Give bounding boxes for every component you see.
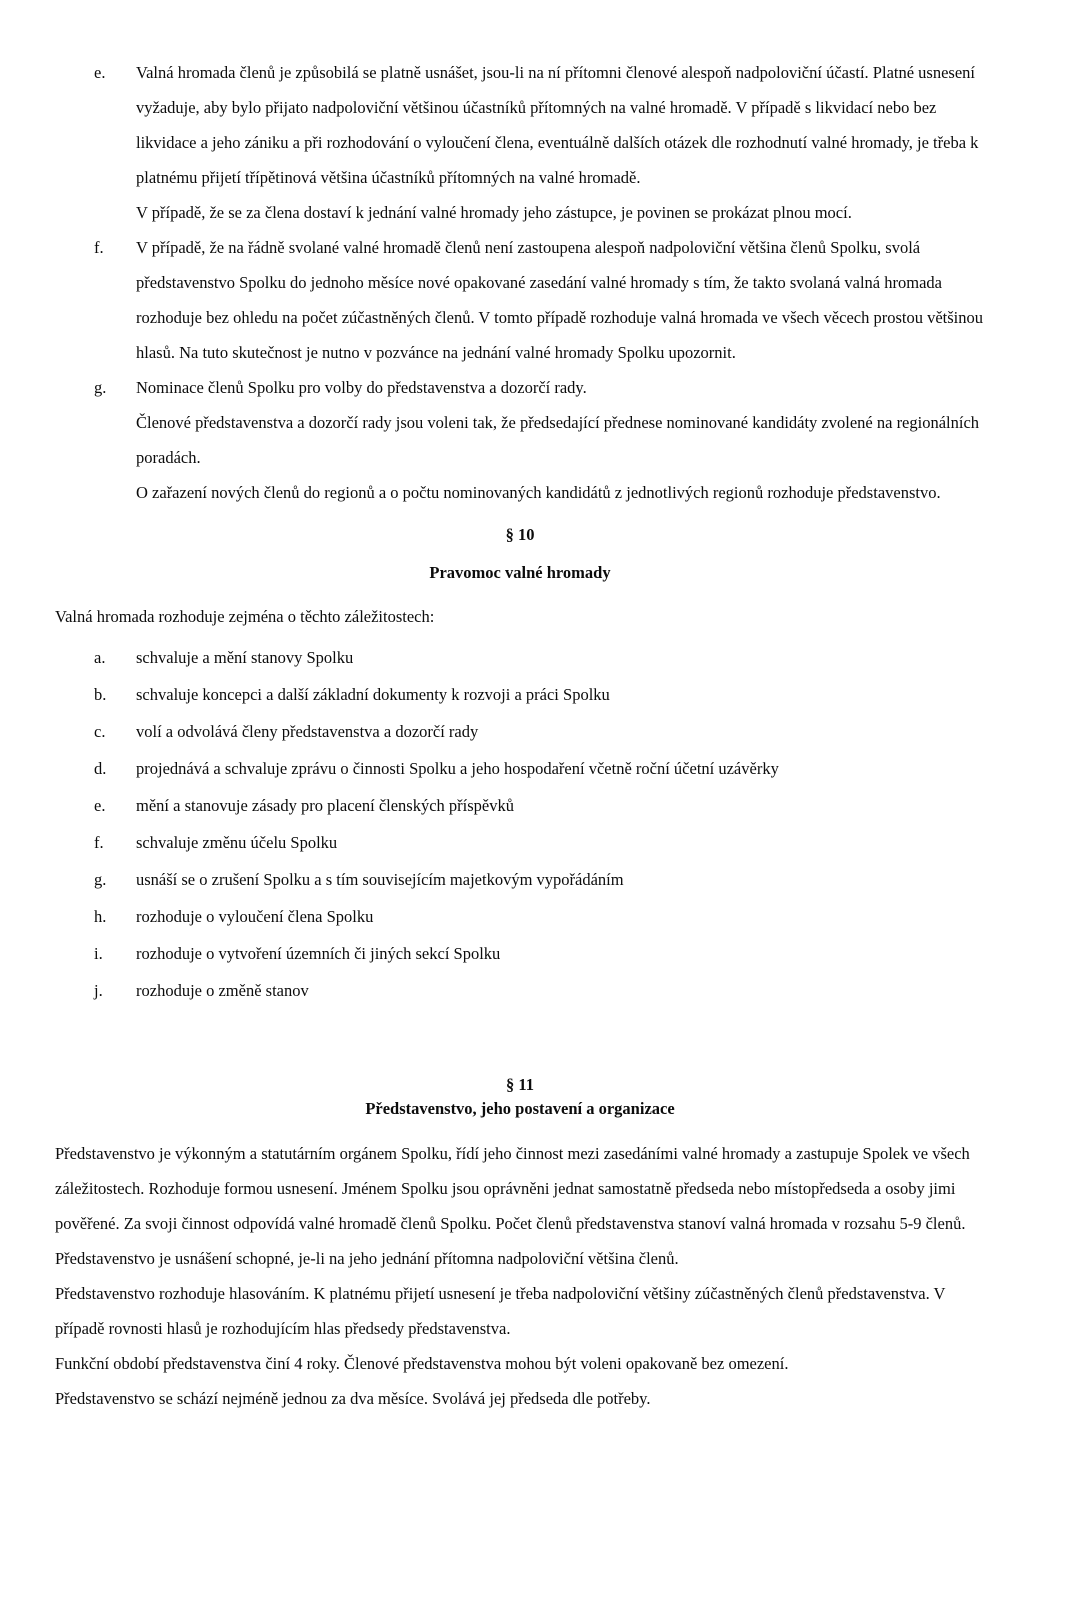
clause-f-paragraph-1: V případě, že na řádně svolané valné hromadě členů není zastoupena alespoň nadpoloviční většina členů Spolku, svolá představenstvo Spolku do jednoho měsíce nové opakované zasedání valné hromady s tím, že takto svolaná valná hromada rozhoduje bez ohledu na počet zúčastněných členů. V tomto případě rozhoduje valná hromada ve všech věcech prostou většinou hlasů. Na tuto skutečnost je nutno v pozvánce na jednání valné hromady Spolku upozornit. — [136, 238, 984, 362]
section-11-paragraph-4: Představenstvo se schází nejméně jednou za dva měsíce. Svolává jej předseda dle potřeby. — [55, 1389, 651, 1408]
list-item-c — [55, 713, 985, 750]
list-item-b — [55, 676, 985, 713]
section-11-number: § 11 — [506, 1075, 534, 1094]
list-item-f-marker: f. — [94, 833, 104, 852]
section-11-title: Představenstvo, jeho postavení a organizace — [365, 1099, 675, 1118]
list-item-h-text: rozhoduje o vyloučení člena Spolku — [136, 907, 374, 926]
list-item-f-text: schvaluje změnu účelu Spolku — [136, 833, 338, 852]
section-10-number: § 10 — [505, 525, 535, 544]
list-item-g-marker: g. — [94, 870, 107, 889]
list-item-b-marker: b. — [94, 685, 107, 704]
clause-g-body — [136, 370, 985, 510]
list-item-h — [55, 898, 985, 935]
clause-g-paragraph-1: Nominace členů Spolku pro volby do představenstva a dozorčí rady. — [136, 378, 587, 397]
clause-f-marker: f. — [94, 238, 104, 257]
section-11-body — [55, 1136, 985, 1416]
list-item-a — [55, 639, 985, 676]
list-item-d — [55, 750, 985, 787]
list-item-f — [55, 824, 985, 861]
clause-f — [55, 230, 985, 370]
section-11-heading — [55, 1073, 985, 1121]
list-item-c-marker: c. — [94, 722, 106, 741]
clause-f-body — [136, 230, 985, 370]
section-11-paragraph-2: Představenstvo rozhoduje hlasováním. K platnému přijetí usnesení je třeba nadpoloviční většiny zúčastněných členů představenstva. V případě rovnosti hlasů je rozhodujícím hlas předsedy představenstva. — [55, 1284, 946, 1338]
list-item-i-marker: i. — [94, 944, 103, 963]
list-item-j-text: rozhoduje o změně stanov — [136, 981, 309, 1000]
list-item-e — [55, 787, 985, 824]
list-item-i — [55, 935, 985, 972]
list-item-i-text: rozhoduje o vytvoření územních či jiných sekcí Spolku — [136, 944, 501, 963]
clause-g — [55, 370, 985, 510]
list-item-j-marker: j. — [94, 981, 103, 1000]
section-10-title: Pravomoc valné hromady — [429, 563, 611, 582]
list-item-a-marker: a. — [94, 648, 106, 667]
clause-list-top — [55, 55, 985, 510]
list-item-j — [55, 972, 985, 1009]
section-11-paragraph-1: Představenstvo je výkonným a statutárním orgánem Spolku, řídí jeho činnost mezi zasedáními valné hromady a zastupuje Spolek ve všech záležitostech. Rozhoduje formou usnesení. Jménem Spolku jsou oprávněni jednat samostatně předseda nebo místopředseda a osoby jimi pověřené. Za svoji činnost odpovídá valné hromadě členů Spolku. Počet členů představenstva stanoví valná hromada v rozsahu 5-9 členů. Představenstvo je usnášení schopné, je-li na jeho jednání přítomna nadpoloviční většina členů. — [55, 1144, 970, 1268]
list-item-g-text: usnáší se o zrušení Spolku a s tím souvisejícím majetkovým vypořádáním — [136, 870, 624, 889]
clause-e — [55, 55, 985, 230]
clause-g-paragraph-3: O zařazení nových členů do regionů a o počtu nominovaných kandidátů z jednotlivých regionů rozhoduje představenstvo. — [136, 483, 941, 502]
list-item-e-text: mění a stanovuje zásady pro placení členských příspěvků — [136, 796, 515, 815]
clause-e-paragraph-1: Valná hromada členů je způsobilá se platně usnášet, jsou-li na ní přítomni členové alespoň nadpoloviční účastí. Platné usnesení vyžaduje, aby bylo přijato nadpoloviční většinou účastníků přítomných na valné hromadě. V případě s likvidací nebo bez likvidace a jeho zániku a při rozhodování o vyloučení člena, eventuálně dalších otázek dle rozhodnutí valné hromady, je třeba k platnému přijetí třípětinová většina účastníků přítomných na valné hromadě. — [136, 63, 979, 187]
clause-g-paragraph-2: Členové představenstva a dozorčí rady jsou voleni tak, že předsedající přednese nominované kandidáty zvolené na regionálních poradách. — [136, 413, 980, 467]
clause-e-body — [136, 55, 985, 230]
clause-e-marker: e. — [94, 63, 106, 82]
list-item-a-text: schvaluje a mění stanovy Spolku — [136, 648, 354, 667]
clause-e-paragraph-2: V případě, že se za člena dostaví k jednání valné hromady jeho zástupce, je povinen se prokázat plnou mocí. — [136, 203, 852, 222]
section-10-item-list — [55, 639, 985, 1009]
list-item-h-marker: h. — [94, 907, 107, 926]
list-item-d-marker: d. — [94, 759, 107, 778]
list-item-d-text: projednává a schvaluje zprávu o činnosti Spolku a jeho hospodaření včetně roční účetní uzávěrky — [136, 759, 779, 778]
section-11-paragraph-3: Funkční období představenstva činí 4 roky. Členové představenstva mohou být voleni opakovaně bez omezení. — [55, 1354, 789, 1373]
list-item-g — [55, 861, 985, 898]
section-10-intro: Valná hromada rozhoduje zejména o těchto záležitostech: — [55, 607, 435, 626]
list-item-e-marker: e. — [94, 796, 106, 815]
list-item-c-text: volí a odvolává členy představenstva a dozorčí rady — [136, 722, 479, 741]
clause-g-marker: g. — [94, 378, 107, 397]
list-item-b-text: schvaluje koncepci a další základní dokumenty k rozvoji a práci Spolku — [136, 685, 610, 704]
